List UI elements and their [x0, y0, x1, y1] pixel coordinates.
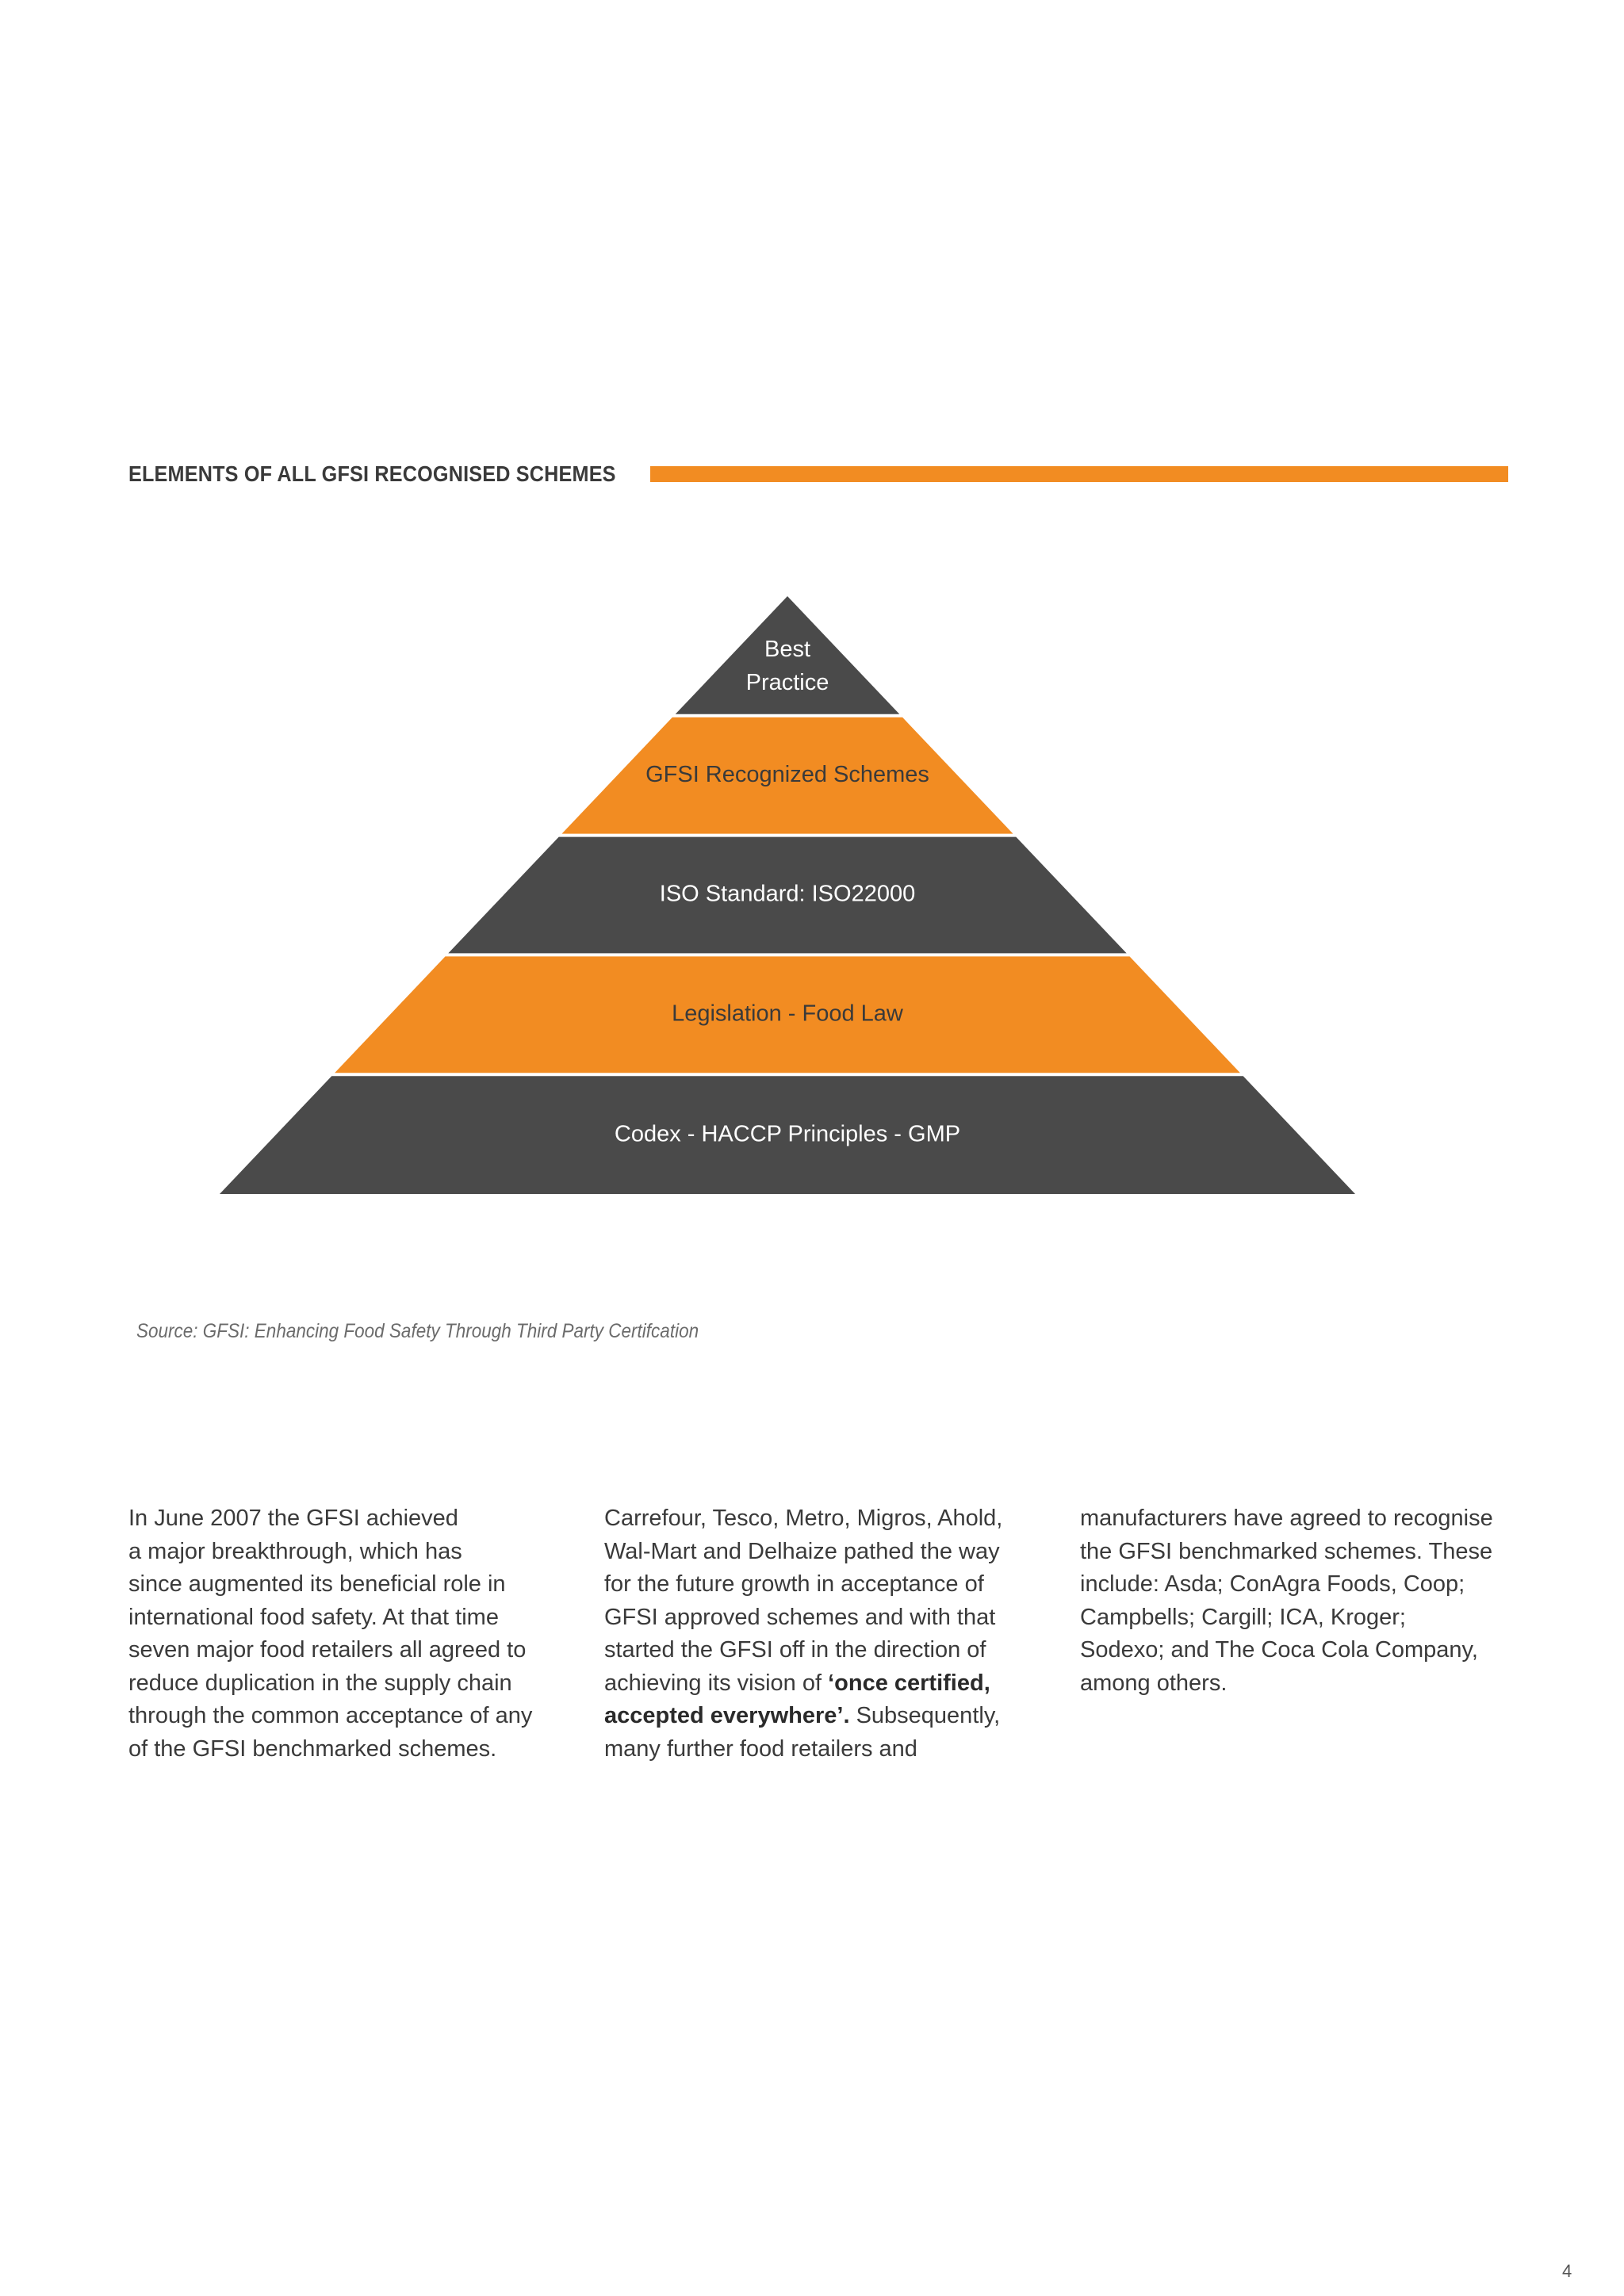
text-line: among others.	[1080, 1670, 1228, 1696]
text-line	[604, 1700, 1048, 1733]
text-fragment: achieving its vision of	[604, 1670, 829, 1696]
emphasis-text: accepted everywhere’.	[604, 1703, 850, 1728]
text-line: the GFSI benchmarked schemes. These	[1080, 1538, 1493, 1564]
text-line: reduce duplication in the supply chain	[128, 1670, 512, 1696]
pyramid-level-2-label: GFSI Recognized Schemes	[645, 761, 929, 787]
pyramid-level-4-label: Legislation - Food Law	[672, 1001, 903, 1027]
text-line: seven major food retailers all agreed to	[128, 1637, 527, 1663]
text-line: through the common acceptance of any	[128, 1703, 533, 1728]
text-line: manufacturers have agreed to recognise	[1080, 1506, 1493, 1531]
pyramid-level-3-label: ISO Standard: ISO22000	[659, 881, 916, 907]
pyramid-level-5-label: Codex - HACCP Principles - GMP	[614, 1121, 961, 1147]
text-line: many further food retailers and	[604, 1735, 917, 1762]
text-line: international food safety. At that time	[128, 1604, 499, 1630]
body-column-3	[1080, 1502, 1524, 1700]
text-line	[604, 1667, 1048, 1701]
text-line: include: Asda; ConAgra Foods, Coop;	[1080, 1571, 1465, 1597]
text-line: since augmented its beneficial role in	[128, 1571, 506, 1597]
body-column-2	[604, 1502, 1048, 1766]
text-line: Carrefour, Tesco, Metro, Migros, Ahold,	[604, 1506, 1003, 1531]
column-3-paragraph	[1080, 1502, 1524, 1700]
pyramid-level-1-label: Practice	[745, 669, 829, 695]
text-line: In June 2007 the GFSI achieved	[128, 1506, 458, 1531]
body-column-1	[128, 1502, 573, 1766]
text-line: Wal-Mart and Delhaize pathed the way	[604, 1538, 1000, 1564]
text-line: a major breakthrough, which has	[128, 1538, 462, 1564]
text-fragment: Subsequently,	[849, 1703, 1001, 1728]
text-line: started the GFSI off in the direction of	[604, 1637, 986, 1663]
pyramid-level-1-label: Best	[764, 636, 811, 662]
column-2-paragraph	[604, 1502, 1048, 1766]
section-title: ELEMENTS OF ALL GFSI RECOGNISED SCHEMES	[128, 461, 616, 486]
source-note: Source: GFSI: Enhancing Food Safety Through Third Party Certifcation	[136, 1320, 699, 1342]
text-line: for the future growth in acceptance of	[604, 1571, 984, 1597]
column-1-paragraph	[128, 1502, 573, 1766]
page-number: 4	[1562, 2261, 1572, 2281]
text-line: Sodexo; and The Coca Cola Company,	[1080, 1637, 1478, 1663]
text-line: Campbells; Cargill; ICA, Kroger;	[1080, 1604, 1406, 1630]
text-line: GFSI approved schemes and with that	[604, 1604, 996, 1630]
emphasis-text: ‘once certified,	[828, 1670, 990, 1696]
text-line: of the GFSI benchmarked schemes.	[128, 1735, 497, 1762]
